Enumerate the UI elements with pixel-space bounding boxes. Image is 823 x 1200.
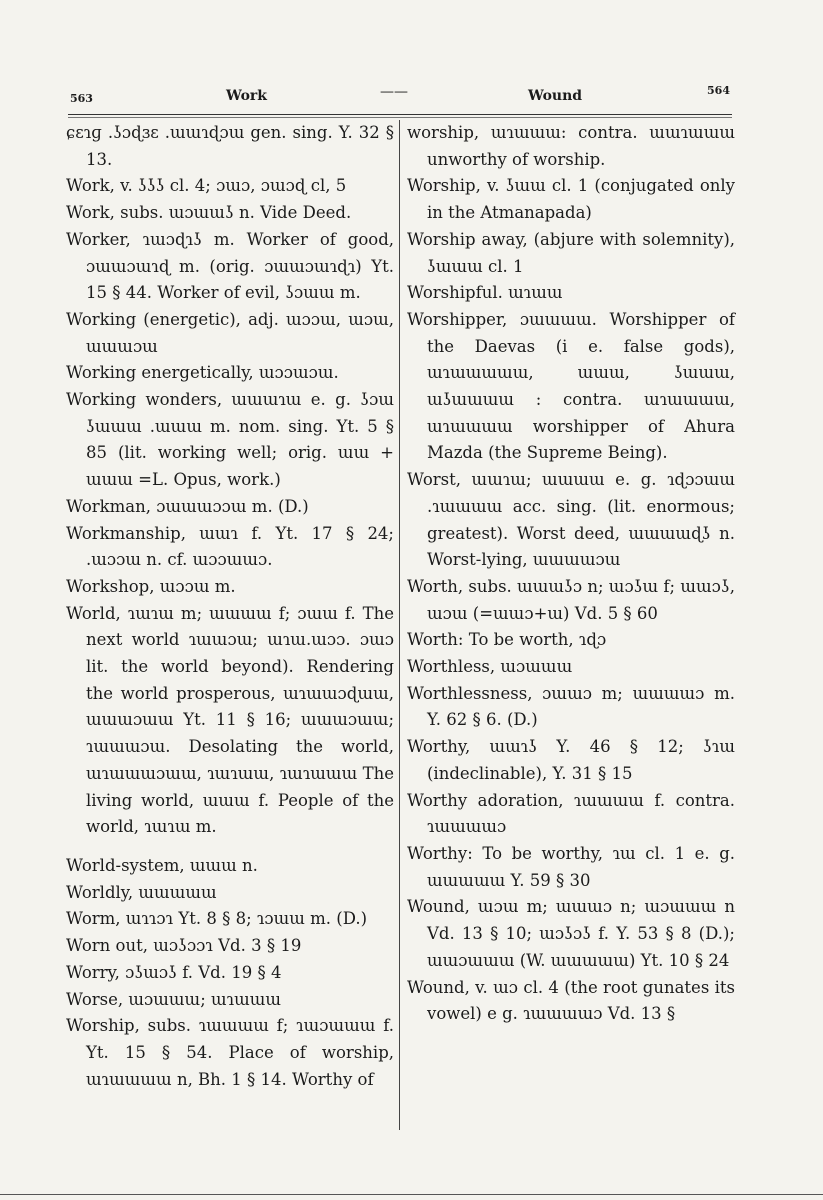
dictionary-entry: Work, subs. ɯɔɯɯʖ n. Vide Deed. bbox=[66, 203, 352, 223]
dictionary-entry: Wound, v. ɯɔ cl. 4 (the root gunates its vowel) e g. ɿɯɯɯɯɔ Vd. 13 § bbox=[407, 977, 735, 1024]
page-number-right: 564 bbox=[707, 84, 730, 97]
dictionary-entry: Worn out, ɯɔʖɔɔɿ Vd. 3 § 19 bbox=[66, 936, 302, 956]
dictionary-entry: Worthy, ɯɯɿʖ Y. 46 § 12; ʖɿɯ (indeclinable), Y. 31 § 15 bbox=[407, 737, 735, 783]
header-rule bbox=[68, 114, 732, 115]
dictionary-entry: Work, v. ʖʖʖ cl. 4; ɔɯɔ, ɔɯɔɖ cl, 5 bbox=[66, 176, 347, 196]
dictionary-entry: Workshop, ɯɔɔɯ m. bbox=[66, 576, 236, 596]
dictionary-entry: Worth, subs. ɯɯɯʖɔ n; ɯɔʖɯ f; ɯɯɔʖ, ɯɔɯ (=ɯɯɔ+ɯ) Vd. 5 § 60 bbox=[407, 576, 735, 623]
dictionary-entry: Working wonders, ɯɯɯɿɯ e. g. ʖɔɯ ʖɯɯɯ .ɯɯɯ m. nom. sing. Yt. 5 § 85 (lit. working well; orig. ɯɯ + ɯɯɯ =L. Opus, work.) bbox=[66, 390, 394, 490]
dictionary-entry: Worship, v. ʖɯɯ cl. 1 (conjugated only in the Atmanapada) bbox=[407, 176, 735, 223]
dictionary-entry: ɕɛɿɡ .ʖɔɖɜɛ .ɯɯɿɖɔɯ gen. sing. Y. 32 § 13. bbox=[66, 123, 394, 169]
dictionary-entry: Working energetically, ɯɔɔɯɔɯ. bbox=[66, 363, 339, 383]
dictionary-entry: Worthlessness, ɔɯɯɔ m; ɯɯɯɯɔ m. Y. 62 § 6. (D.) bbox=[407, 683, 735, 730]
running-head-left: Work bbox=[226, 88, 267, 104]
dictionary-entry: Worthless, ɯɔɯɯɯ bbox=[407, 657, 573, 677]
dictionary-entry: Worldly, ɯɯɯɯɯ bbox=[66, 882, 217, 902]
dictionary-entry: Worm, ɯɿɿɔɿ Yt. 8 § 8; ɿɔɯɯ m. (D.) bbox=[66, 909, 368, 929]
dictionary-entry: Worshipper, ɔɯɯɯɯ. Worshipper of the Daevas (i e. false gods), ɯɿɯɯɯɯɯ, ɯɯɯ, ʖɯɯɯ, ɯʖɯɯɯɯ : contra. ɯɿɯɯɯɯ, ɯɿɯɯɯɯ worshipper of Ahura Mazda (the Supreme Being). bbox=[407, 309, 735, 463]
dictionary-entry: Worthy: To be worthy, ɿɯ cl. 1 e. g. ɯɯɯɯɯ Y. 59 § 30 bbox=[407, 843, 735, 890]
header-rule-secondary bbox=[68, 117, 732, 118]
right-column bbox=[407, 120, 735, 1028]
column-divider bbox=[399, 120, 400, 1130]
dictionary-entry: Worry, ɔʖɯɔʖ f. Vd. 19 § 4 bbox=[66, 962, 282, 982]
page-bottom-edge bbox=[0, 1194, 823, 1195]
dictionary-entry: Worker, ɿɯɔɖɿʖ m. Worker of good, ɔɯɯɔɯɿɖ m. (orig. ɔɯɯɔɯɿɖɿ) Yt. 15 § 44. Worker of evil, ʖɔɯɯ m. bbox=[66, 229, 394, 303]
dictionary-entry: Worth: To be worth, ɿɖɔ bbox=[407, 630, 607, 650]
header-dash: —— bbox=[380, 84, 408, 100]
dictionary-entry: Worship, subs. ɿɯɯɯɯ f; ɿɯɔɯɯɯ f. Yt. 15 § 54. Place of worship, ɯɿɯɯɯɯ n, Bh. 1 § 14. Worthy of bbox=[66, 1016, 394, 1089]
dictionary-entry: Workmanship, ɯɯɿ f. Yt. 17 § 24; .ɯɔɔɯ n. cf. ɯɔɔɯɯɔ. bbox=[66, 523, 394, 570]
running-head-right: Wound bbox=[528, 88, 583, 104]
dictionary-entry: Worshipful. ɯɿɯɯ bbox=[407, 283, 563, 303]
dictionary-entry: Worthy adoration, ɿɯɯɯɯ f. contra. ɿɯɯɯɯɔ bbox=[407, 790, 735, 837]
dictionary-entry: Worse, ɯɔɯɯɯ; ɯɿɯɯɯ bbox=[66, 989, 282, 1009]
dictionary-entry: Wound, ɯɔɯ m; ɯɯɯɔ n; ɯɔɯɯɯ n Vd. 13 § 10; ɯɔʖɔʖ f. Y. 53 § 8 (D.); ɯɯɔɯɯɯ (W. ɯɯɯɯɯ) Yt. 10 § 24 bbox=[407, 897, 735, 970]
dictionary-entry: World-system, ɯɯɯ n. bbox=[66, 855, 258, 875]
dictionary-entry: worship, ɯɿɯɯɯ: contra. ɯɯɿɯɯɯ unworthy of worship. bbox=[407, 123, 735, 169]
dictionary-entry: Worship away, (abjure with solemnity), ʖɯɯɯ cl. 1 bbox=[407, 229, 735, 276]
dictionary-entry: Working (energetic), adj. ɯɔɔɯ, ɯɔɯ, ɯɯɯɔɯ bbox=[66, 309, 394, 356]
dictionary-entry: Workman, ɔɯɯɯɔɔɯ m. (D.) bbox=[66, 496, 309, 516]
dictionary-entry: Worst, ɯɯɿɯ; ɯɯɯɯ e. g. ɿɖɔɔɯɯ .ɿɯɯɯɯ acc. sing. (lit. enormous; greatest). Worst deed, ɯɯɯɯɖʖ n. Worst-lying, ɯɯɯɯɔɯ bbox=[407, 470, 735, 570]
page-number-left: 563 bbox=[70, 92, 93, 105]
dictionary-entry: World, ɿɯɿɯ m; ɯɯɯɯ f; ɔɯɯ f. The next world ɿɯɯɔɯ; ɯɿɯ.ɯɔɔ. ɔɯɔ lit. the world beyond). Rendering the world prosperous, ɯɿɯɯɔɖɯɯ, ɯɯɯɔɯɯ Yt. 11 § 16; ɯɯɯɔɯɯ; ɿɯɯɯɔɯ. Desolating the world, ɯɿɯɯɯɔɯɯ, ɿɯɿɯɯ, ɿɯɿɯɯɯ The living world, ɯɯɯ f. People of the world, ɿɯɿɯ m. bbox=[66, 603, 394, 837]
page-header bbox=[70, 84, 730, 110]
left-column bbox=[66, 120, 394, 1093]
